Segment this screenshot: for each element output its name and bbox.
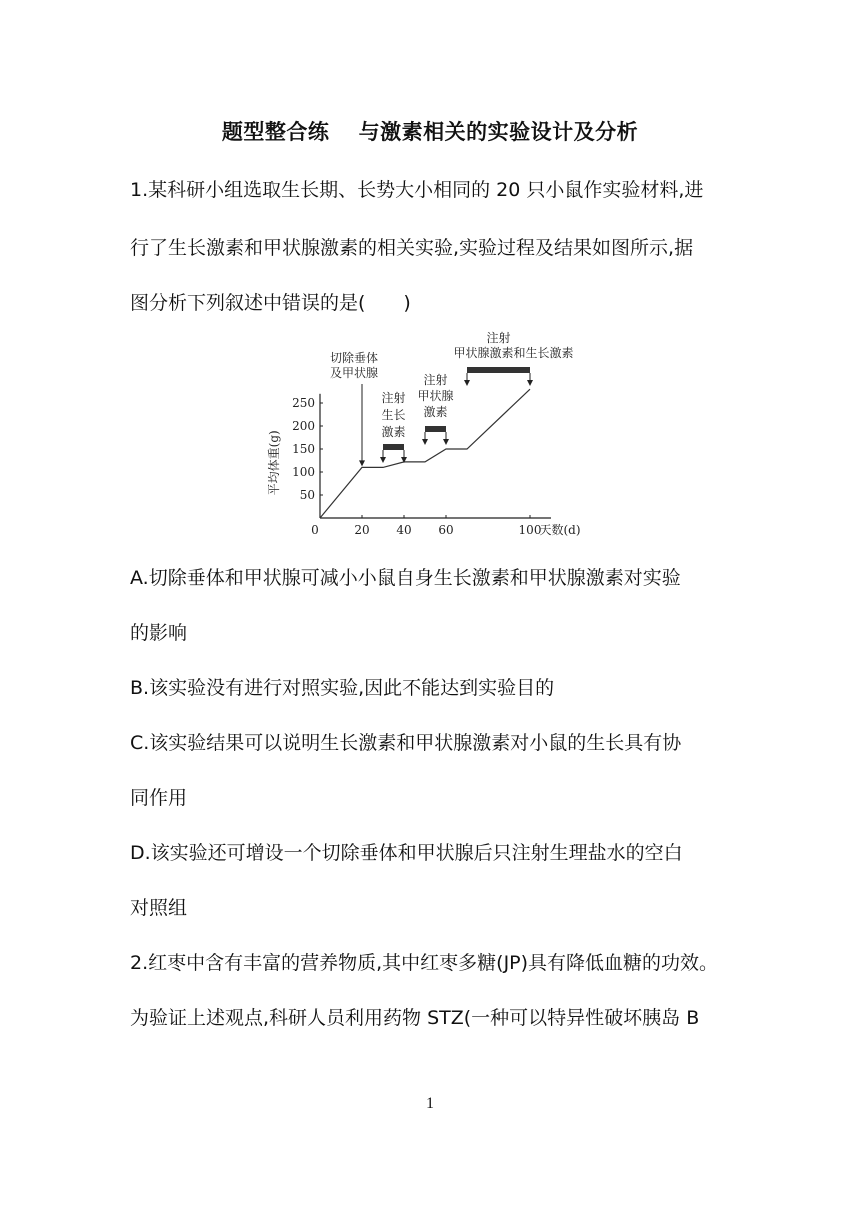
question-1-line-1: 1.某科研小组选取生长期、长势大小相同的 20 只小鼠作实验材料,进 [130,179,704,201]
page-number: 1 [426,1095,434,1112]
x-tick-label: 60 [438,523,454,537]
option-b: B.该实验没有进行对照实验,因此不能达到实验目的 [130,677,555,699]
option-c-line-2: 同作用 [130,787,188,809]
y-tick-label: 100 [292,465,315,479]
y-tick-label: 250 [292,396,315,410]
both-label: 甲状腺激素和生长激素 [453,346,574,360]
gh-label: 注射 [381,391,406,405]
th-bar [425,426,446,432]
both-arrow-head [527,380,533,386]
x-tick-label: 100 [518,523,542,537]
y-tick-label: 200 [292,419,315,433]
gh-label: 生长 [381,408,406,422]
x-tick-label: 20 [354,523,370,537]
gh-arrow-head [380,457,386,463]
question-2-line-2: 为验证上述观点,科研人员利用药物 STZ(一种可以特异性破坏胰岛 B [130,1007,700,1029]
gh-label: 激素 [381,425,406,439]
th-arrow-head [443,439,449,445]
question-1-line-3: 图分析下列叙述中错误的是( ) [130,292,411,314]
surgery-label: 切除垂体 [329,351,379,365]
option-c-line-1: C.该实验结果可以说明生长激素和甲状腺激素对小鼠的生长具有协 [130,732,682,754]
option-d-line-1: D.该实验还可增设一个切除垂体和甲状腺后只注射生理盐水的空白 [130,842,683,864]
x-tick-label: 0 [311,523,319,537]
option-d-line-2: 对照组 [130,897,188,919]
question-2-line-1: 2.红枣中含有丰富的营养物质,其中红枣多糖(JP)具有降低血糖的功效。 [130,952,719,974]
x-axis-label: 天数(d) [539,523,581,537]
th-label: 注射 [423,373,448,387]
option-a-line-2: 的影响 [130,622,188,644]
surgery-arrow-head [359,460,365,466]
x-tick-label: 40 [396,523,412,537]
both-label: 注射 [486,331,511,345]
page-title: 题型整合练 与激素相关的实验设计及分析 [221,120,639,144]
th-label: 甲状腺 [417,389,454,403]
gh-bar [383,444,404,450]
chart-annotations [330,331,574,466]
th-arrow-head [422,439,428,445]
y-axis-label: 平均体重(g) [267,430,281,496]
th-label: 激素 [423,405,448,419]
y-tick-label: 150 [292,442,315,456]
question-1-line-2: 行了生长激素和甲状腺激素的相关实验,实验过程及结果如图所示,据 [130,237,694,259]
weight-chart [260,326,600,540]
option-a-line-1: A.切除垂体和甲状腺可减小小鼠自身生长激素和甲状腺激素对实验 [130,567,681,589]
both-bar [467,367,530,373]
both-arrow-head [464,380,470,386]
y-tick-label: 50 [299,488,315,502]
surgery-label: 及甲状腺 [329,366,379,380]
